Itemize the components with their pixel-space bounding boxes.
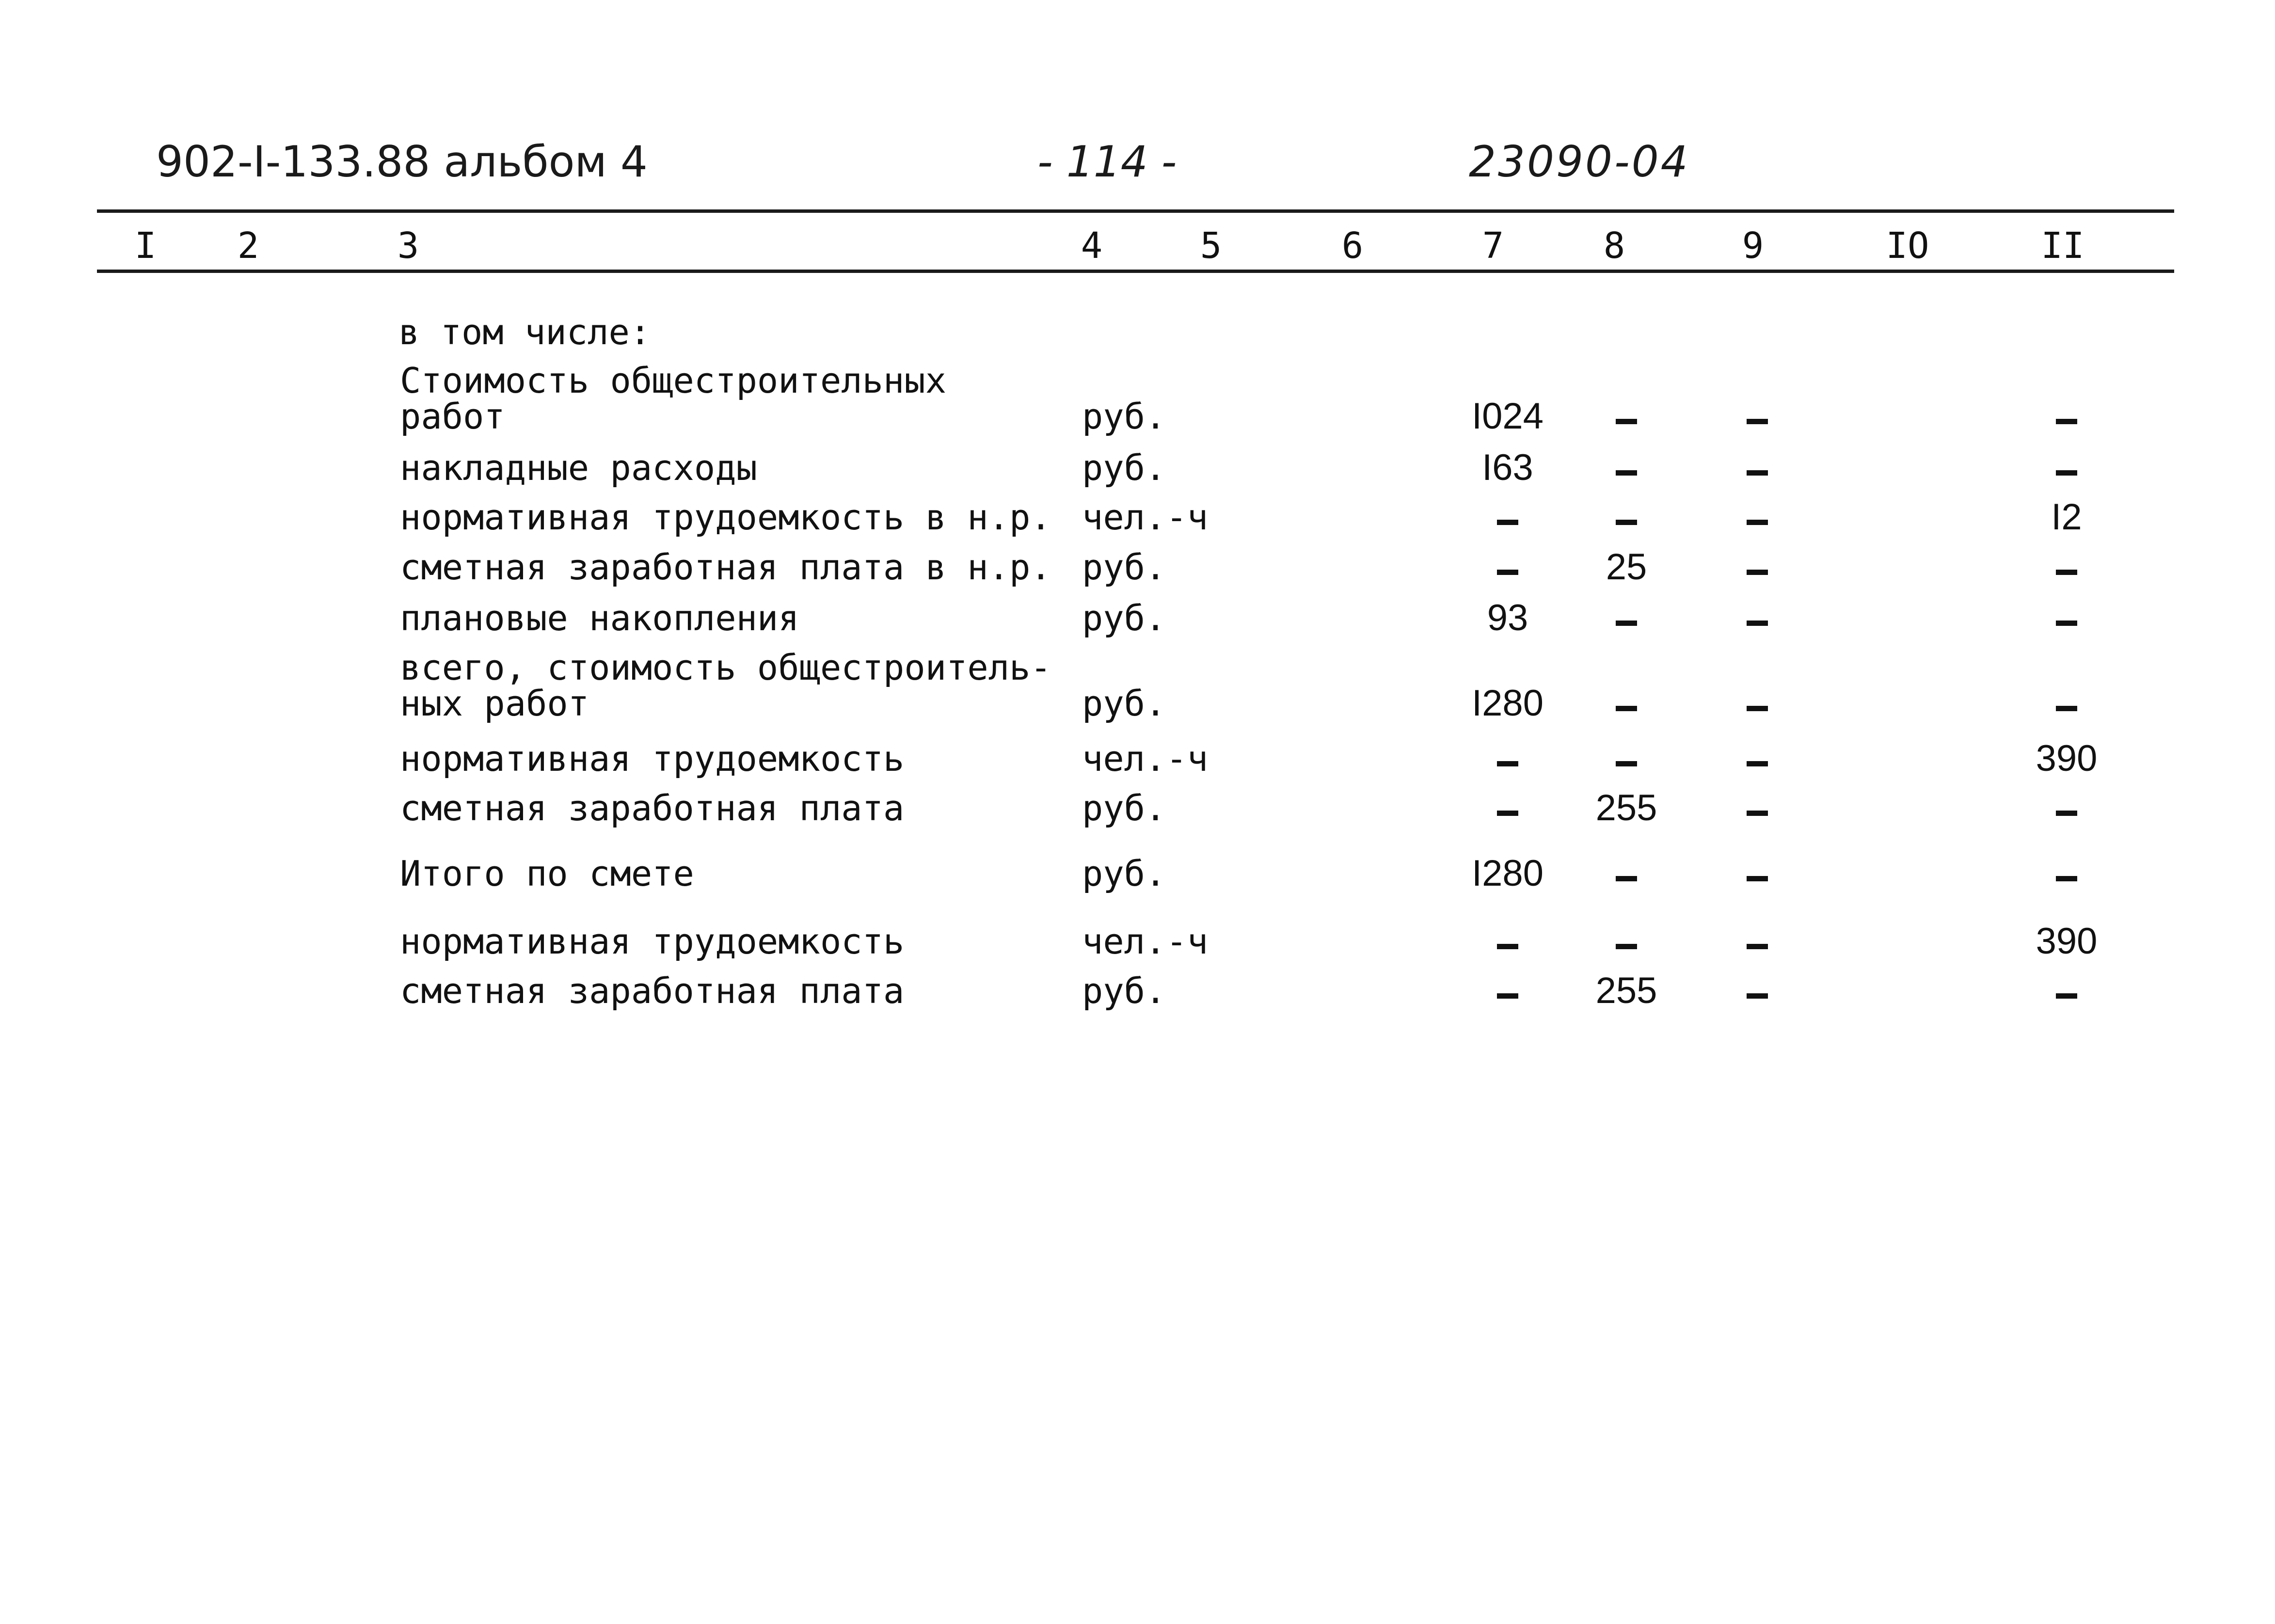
dash-mark — [1616, 761, 1637, 766]
row-label: нормативная трудоемкость в н.р. — [400, 497, 1051, 538]
cell-value-c8: 255 — [1595, 787, 1657, 828]
row-unit: чел.-ч — [1082, 738, 1209, 779]
row-label: сметная заработная плата — [400, 971, 905, 1011]
row-label: ных работ — [400, 683, 589, 724]
cell-value-c7: I63 — [1482, 447, 1533, 488]
dash-mark — [2056, 811, 2077, 816]
dash-mark — [1616, 470, 1637, 476]
row-label: работ — [400, 396, 505, 437]
row-unit: руб. — [1082, 971, 1166, 1011]
row-label: плановые накопления — [400, 598, 799, 638]
column-number-1: I — [134, 225, 157, 267]
sheet-code: 23090-04 — [1469, 137, 1690, 187]
dash-mark — [2056, 570, 2077, 575]
dash-mark — [1497, 811, 1518, 816]
dash-mark — [1747, 470, 1768, 476]
dash-mark — [1616, 706, 1637, 711]
column-number-11: II — [2041, 225, 2084, 267]
dash-mark — [1747, 993, 1768, 999]
row-label: всего, стоимость общестроитель- — [400, 647, 1051, 688]
dash-mark — [1497, 993, 1518, 999]
document-code: 902-I-133.88 альбом 4 — [156, 137, 648, 187]
column-number-5: 5 — [1200, 225, 1222, 267]
dash-mark — [1616, 419, 1637, 424]
cell-value-c8: 25 — [1606, 546, 1647, 588]
row-unit: руб. — [1082, 447, 1166, 488]
dash-mark — [2056, 876, 2077, 881]
cell-value-c11: 390 — [2036, 921, 2098, 962]
cell-value-c11: 390 — [2036, 738, 2098, 779]
column-number-7: 7 — [1482, 225, 1504, 267]
row-unit: чел.-ч — [1082, 921, 1209, 962]
dash-mark — [2056, 419, 2077, 424]
cell-value-c7: 93 — [1487, 597, 1528, 638]
dash-mark — [2056, 993, 2077, 999]
row-label: накладные расходы — [400, 447, 757, 488]
row-unit: руб. — [1082, 683, 1166, 724]
table-top-rule — [97, 209, 2174, 213]
dash-mark — [1747, 621, 1768, 626]
row-label: сметная заработная плата в н.р. — [400, 547, 1051, 588]
dash-mark — [2056, 706, 2077, 711]
cell-value-c7: I280 — [1472, 683, 1543, 724]
row-label: сметная заработная плата — [400, 788, 905, 828]
dash-mark — [1616, 520, 1637, 525]
column-number-3: 3 — [397, 225, 419, 267]
row-label: нормативная трудоемкость — [400, 738, 905, 779]
dash-mark — [1747, 520, 1768, 525]
dash-mark — [1747, 876, 1768, 881]
cell-value-c7: I280 — [1472, 853, 1543, 894]
table-header-rule — [97, 270, 2174, 273]
row-label: Стоимость общестроительных — [400, 360, 947, 401]
section-label: в том числе: — [398, 312, 651, 352]
row-unit: чел.-ч — [1082, 497, 1209, 538]
page-number: - 114 - — [1037, 137, 1177, 187]
row-unit: руб. — [1082, 853, 1166, 894]
dash-mark — [1497, 520, 1518, 525]
row-unit: руб. — [1082, 396, 1166, 437]
cell-value-c7: I024 — [1472, 396, 1543, 437]
dash-mark — [2056, 621, 2077, 626]
column-number-6: 6 — [1341, 225, 1364, 267]
row-unit: руб. — [1082, 598, 1166, 638]
dash-mark — [1497, 570, 1518, 575]
cell-value-c11: I2 — [2051, 496, 2082, 538]
dash-mark — [1616, 876, 1637, 881]
dash-mark — [1747, 761, 1768, 766]
dash-mark — [1497, 944, 1518, 949]
dash-mark — [1497, 761, 1518, 766]
column-number-8: 8 — [1603, 225, 1625, 267]
row-unit: руб. — [1082, 547, 1166, 588]
column-number-10: IO — [1886, 225, 1929, 267]
column-number-4: 4 — [1081, 225, 1103, 267]
row-unit: руб. — [1082, 788, 1166, 828]
dash-mark — [1747, 706, 1768, 711]
dash-mark — [1747, 570, 1768, 575]
dash-mark — [1747, 811, 1768, 816]
column-number-9: 9 — [1742, 225, 1764, 267]
column-number-2: 2 — [237, 225, 259, 267]
dash-mark — [1747, 419, 1768, 424]
dash-mark — [2056, 470, 2077, 476]
dash-mark — [1616, 944, 1637, 949]
dash-mark — [1616, 621, 1637, 626]
cell-value-c8: 255 — [1595, 970, 1657, 1011]
dash-mark — [1747, 944, 1768, 949]
row-label: нормативная трудоемкость — [400, 921, 905, 962]
row-label: Итого по смете — [400, 853, 694, 894]
